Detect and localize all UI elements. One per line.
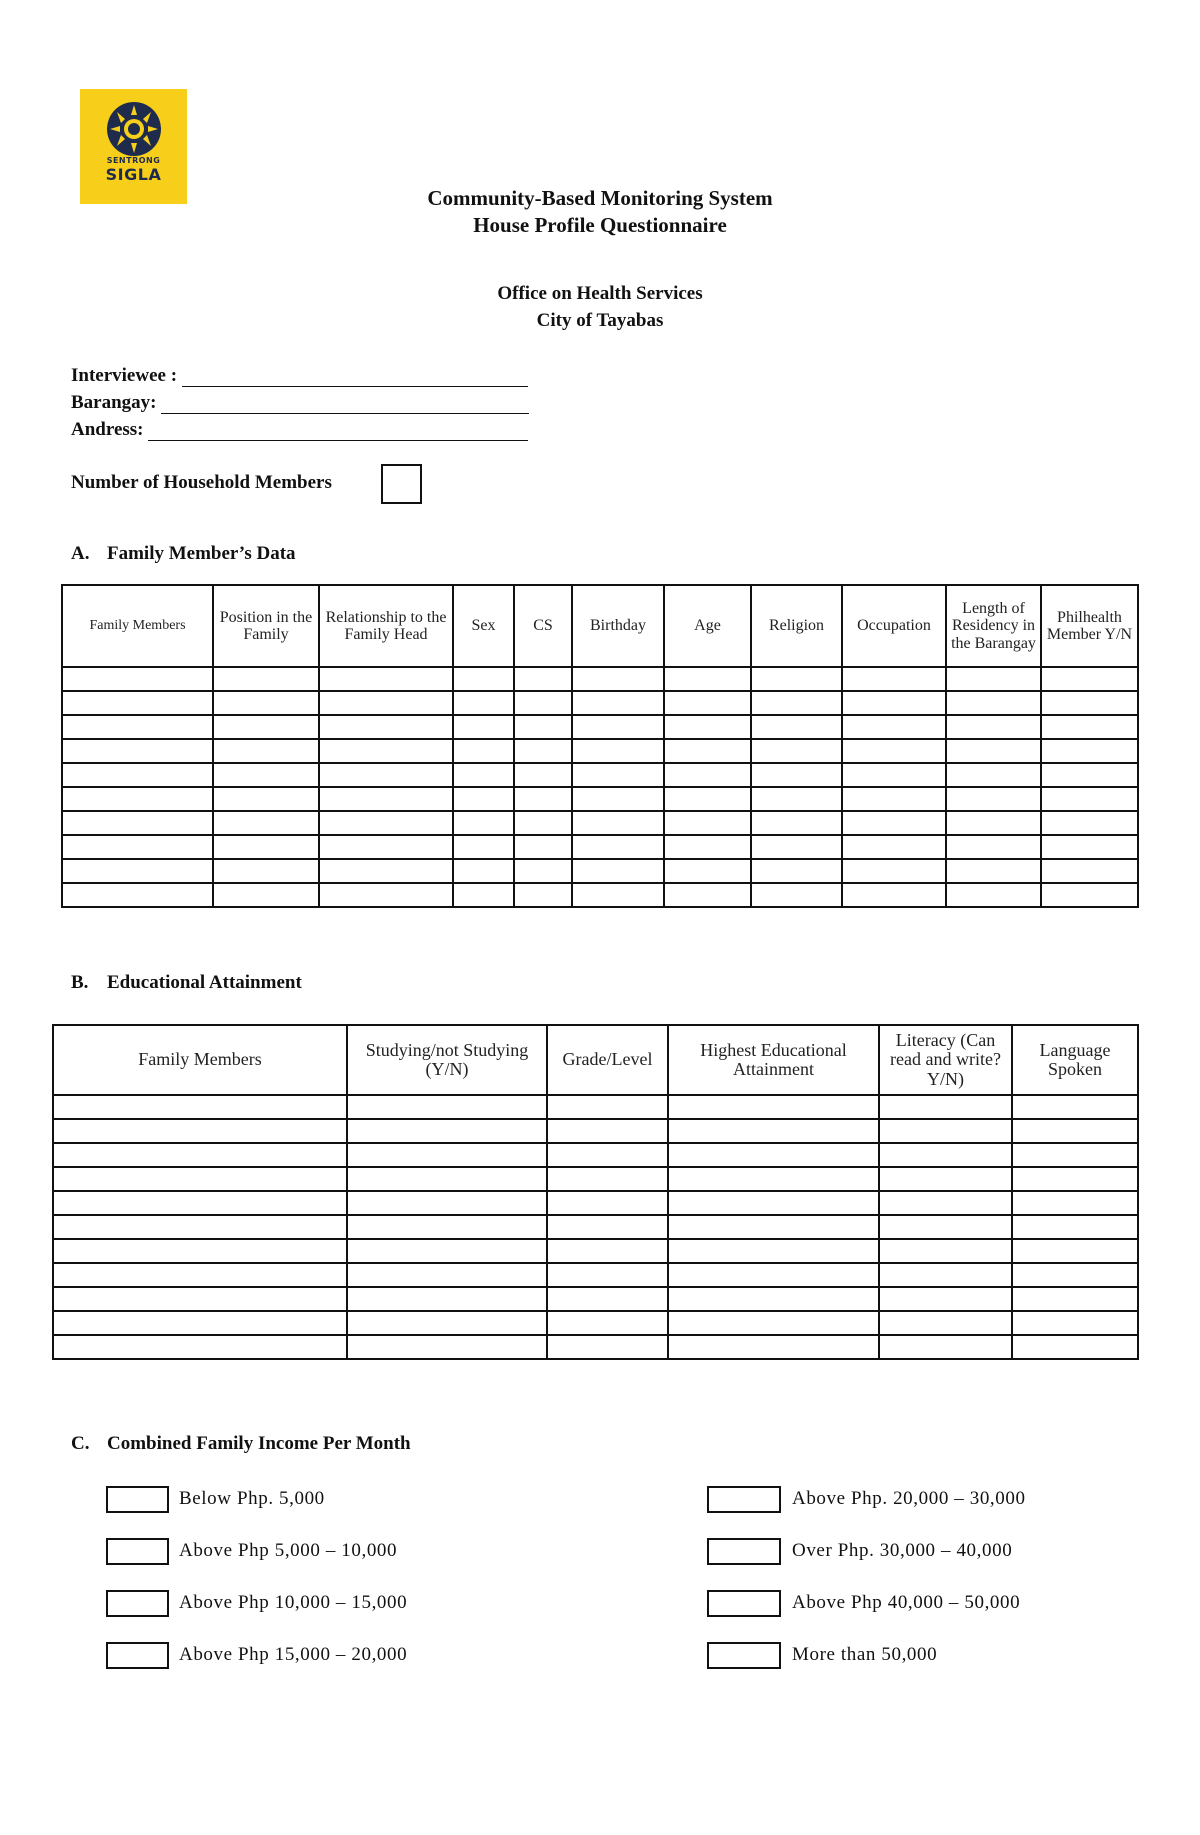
- table-cell[interactable]: [547, 1311, 668, 1335]
- table-cell[interactable]: [547, 1143, 668, 1167]
- income-option-label: More than 50,000: [792, 1644, 938, 1665]
- income-option-label: Above Php. 20,000 – 30,000: [792, 1488, 1026, 1509]
- income-option-label: Above Php 10,000 – 15,000: [179, 1592, 408, 1613]
- table-cell[interactable]: [664, 811, 751, 835]
- section-b-title: [71, 972, 302, 994]
- table-cell[interactable]: [62, 715, 213, 739]
- table-cell[interactable]: [514, 763, 572, 787]
- table-cell[interactable]: [453, 763, 514, 787]
- table-cell[interactable]: [664, 763, 751, 787]
- table-cell[interactable]: [62, 787, 213, 811]
- table-cell[interactable]: [842, 763, 946, 787]
- barangay-label: Barangay:: [71, 392, 157, 413]
- table-cell[interactable]: [514, 835, 572, 859]
- table-cell[interactable]: [53, 1119, 347, 1143]
- column-header-residency-length: Length of Residency in the Barangay: [946, 585, 1041, 667]
- table-cell[interactable]: [1041, 835, 1138, 859]
- table-row: [53, 1167, 1138, 1191]
- column-header-family-members: Family Members: [62, 585, 213, 667]
- table-cell[interactable]: [319, 859, 453, 883]
- table-cell[interactable]: [879, 1287, 1012, 1311]
- table-cell[interactable]: [842, 739, 946, 763]
- table-cell[interactable]: [1012, 1191, 1138, 1215]
- table-cell[interactable]: [547, 1263, 668, 1287]
- table-cell[interactable]: [213, 667, 319, 691]
- table-cell[interactable]: [453, 811, 514, 835]
- table-row: [62, 835, 1138, 859]
- table-row: [62, 787, 1138, 811]
- educational-attainment-table: [52, 1024, 1139, 1360]
- table-cell[interactable]: [62, 835, 213, 859]
- table-row: [62, 667, 1138, 691]
- table-cell[interactable]: [1012, 1119, 1138, 1143]
- table-cell[interactable]: [213, 691, 319, 715]
- table-cell[interactable]: [946, 715, 1041, 739]
- office-name: Office on Health Services: [497, 283, 703, 304]
- table-cell[interactable]: [62, 667, 213, 691]
- table-cell[interactable]: [668, 1143, 879, 1167]
- section-c-title: [71, 1433, 411, 1455]
- table-cell[interactable]: [453, 835, 514, 859]
- column-header-philhealth: Philhealth Member Y/N: [1041, 585, 1138, 667]
- table-cell[interactable]: [547, 1167, 668, 1191]
- table-cell[interactable]: [62, 763, 213, 787]
- form-title-line2: House Profile Questionnaire: [473, 213, 727, 237]
- interviewee-label: Interviewee :: [71, 365, 178, 386]
- table-cell[interactable]: [946, 835, 1041, 859]
- table-cell[interactable]: [453, 739, 514, 763]
- income-checkbox-20000-30000[interactable]: [707, 1486, 781, 1513]
- table-cell[interactable]: [514, 859, 572, 883]
- interviewee-field: [71, 365, 528, 387]
- table-cell[interactable]: [53, 1215, 347, 1239]
- city-name: City of Tayabas: [536, 310, 664, 331]
- table-cell[interactable]: [1041, 787, 1138, 811]
- table-cell[interactable]: [53, 1335, 347, 1359]
- column-header-religion: Religion: [751, 585, 842, 667]
- family-member-data-table: [61, 584, 1139, 908]
- table-cell[interactable]: [1041, 691, 1138, 715]
- table-cell[interactable]: [572, 811, 664, 835]
- table-cell[interactable]: [53, 1191, 347, 1215]
- table-cell[interactable]: [1012, 1287, 1138, 1311]
- household-members-box[interactable]: [381, 464, 422, 504]
- table-cell[interactable]: [879, 1143, 1012, 1167]
- table-a-body: [62, 667, 1138, 907]
- table-cell[interactable]: [453, 715, 514, 739]
- address-input-line[interactable]: [148, 422, 528, 441]
- table-cell[interactable]: [842, 859, 946, 883]
- section-a-title: [71, 543, 296, 565]
- address-field: [71, 419, 528, 441]
- table-cell[interactable]: [514, 691, 572, 715]
- table-cell[interactable]: [572, 763, 664, 787]
- barangay-field: [71, 392, 529, 414]
- logo-text-top: SENTRONG: [106, 156, 161, 165]
- table-cell[interactable]: [572, 739, 664, 763]
- table-cell[interactable]: [347, 1263, 547, 1287]
- table-cell[interactable]: [842, 787, 946, 811]
- table-row: [62, 883, 1138, 907]
- table-cell[interactable]: [946, 859, 1041, 883]
- table-cell[interactable]: [453, 667, 514, 691]
- table-cell[interactable]: [62, 883, 213, 907]
- table-cell[interactable]: [572, 691, 664, 715]
- table-cell[interactable]: [664, 787, 751, 811]
- income-option-label: Below Php. 5,000: [179, 1488, 325, 1509]
- table-row: [53, 1335, 1138, 1359]
- table-cell[interactable]: [453, 787, 514, 811]
- table-cell[interactable]: [668, 1239, 879, 1263]
- section-c-label: Combined Family Income Per Month: [107, 1433, 411, 1454]
- section-b-label: Educational Attainment: [107, 972, 302, 993]
- table-cell[interactable]: [547, 1287, 668, 1311]
- table-cell[interactable]: [572, 715, 664, 739]
- table-cell[interactable]: [1041, 739, 1138, 763]
- table-cell[interactable]: [572, 667, 664, 691]
- table-cell[interactable]: [1012, 1095, 1138, 1119]
- table-row: [53, 1095, 1138, 1119]
- table-row: [62, 691, 1138, 715]
- table-cell[interactable]: [319, 883, 453, 907]
- column-header-grade-level: Grade/Level: [547, 1025, 668, 1095]
- table-cell[interactable]: [1012, 1167, 1138, 1191]
- table-row: [62, 763, 1138, 787]
- sun-emblem-icon: [102, 99, 166, 159]
- table-cell[interactable]: [668, 1191, 879, 1215]
- table-cell[interactable]: [946, 763, 1041, 787]
- table-cell[interactable]: [53, 1263, 347, 1287]
- table-cell[interactable]: [213, 763, 319, 787]
- table-cell[interactable]: [842, 835, 946, 859]
- table-cell[interactable]: [53, 1143, 347, 1167]
- table-cell[interactable]: [514, 715, 572, 739]
- table-cell[interactable]: [1041, 859, 1138, 883]
- table-cell[interactable]: [751, 811, 842, 835]
- column-header-family-members: Family Members: [53, 1025, 347, 1095]
- table-cell[interactable]: [1041, 811, 1138, 835]
- table-cell[interactable]: [1012, 1311, 1138, 1335]
- table-cell[interactable]: [319, 667, 453, 691]
- table-cell[interactable]: [213, 883, 319, 907]
- table-cell[interactable]: [664, 835, 751, 859]
- table-cell[interactable]: [664, 883, 751, 907]
- table-cell[interactable]: [751, 763, 842, 787]
- table-cell[interactable]: [547, 1095, 668, 1119]
- income-checkbox-more-than-50000[interactable]: [707, 1642, 781, 1669]
- income-option-label: Above Php 40,000 – 50,000: [792, 1592, 1021, 1613]
- table-cell[interactable]: [514, 811, 572, 835]
- table-cell[interactable]: [62, 691, 213, 715]
- table-cell[interactable]: [879, 1263, 1012, 1287]
- table-cell[interactable]: [668, 1287, 879, 1311]
- table-cell[interactable]: [213, 859, 319, 883]
- income-option-label: Above Php 5,000 – 10,000: [179, 1540, 398, 1561]
- table-cell[interactable]: [879, 1239, 1012, 1263]
- table-cell[interactable]: [1041, 883, 1138, 907]
- income-option-label: Over Php. 30,000 – 40,000: [792, 1540, 1013, 1561]
- table-cell[interactable]: [347, 1335, 547, 1359]
- table-cell[interactable]: [664, 715, 751, 739]
- column-header-relationship: Relationship to the Family Head: [319, 585, 453, 667]
- table-cell[interactable]: [668, 1215, 879, 1239]
- table-cell[interactable]: [319, 715, 453, 739]
- income-checkbox-below-5000[interactable]: [106, 1486, 169, 1513]
- table-cell[interactable]: [664, 667, 751, 691]
- table-cell[interactable]: [946, 691, 1041, 715]
- form-title-line1: Community-Based Monitoring System: [427, 186, 773, 210]
- table-cell[interactable]: [347, 1167, 547, 1191]
- table-cell[interactable]: [668, 1311, 879, 1335]
- table-cell[interactable]: [842, 883, 946, 907]
- column-header-literacy: Literacy (Can read and write? Y/N): [879, 1025, 1012, 1095]
- table-cell[interactable]: [668, 1119, 879, 1143]
- table-cell[interactable]: [879, 1119, 1012, 1143]
- table-cell[interactable]: [53, 1095, 347, 1119]
- table-cell[interactable]: [347, 1191, 547, 1215]
- table-cell[interactable]: [1041, 763, 1138, 787]
- table-row: [62, 859, 1138, 883]
- table-row: [53, 1263, 1138, 1287]
- table-cell[interactable]: [319, 739, 453, 763]
- table-cell[interactable]: [213, 739, 319, 763]
- section-b-letter: B.: [71, 972, 89, 993]
- interviewee-input-line[interactable]: [182, 368, 528, 387]
- table-row: [62, 811, 1138, 835]
- income-checkbox-5000-10000[interactable]: [106, 1538, 169, 1565]
- table-cell[interactable]: [53, 1311, 347, 1335]
- table-cell[interactable]: [879, 1311, 1012, 1335]
- table-cell[interactable]: [879, 1191, 1012, 1215]
- table-cell[interactable]: [751, 715, 842, 739]
- table-cell[interactable]: [514, 787, 572, 811]
- table-cell[interactable]: [946, 883, 1041, 907]
- table-cell[interactable]: [879, 1215, 1012, 1239]
- income-option-label: Above Php 15,000 – 20,000: [179, 1644, 408, 1665]
- table-cell[interactable]: [319, 691, 453, 715]
- section-a-letter: A.: [71, 543, 90, 564]
- column-header-language: Language Spoken: [1012, 1025, 1138, 1095]
- column-header-age: Age: [664, 585, 751, 667]
- table-cell[interactable]: [213, 835, 319, 859]
- table-cell[interactable]: [751, 835, 842, 859]
- table-cell[interactable]: [62, 739, 213, 763]
- table-cell[interactable]: [547, 1335, 668, 1359]
- address-label: Andress:: [71, 419, 144, 440]
- barangay-input-line[interactable]: [161, 395, 529, 414]
- table-cell[interactable]: [842, 715, 946, 739]
- logo-text-main: SIGLA: [105, 165, 162, 184]
- section-a-label: Family Member’s Data: [107, 543, 296, 564]
- table-cell[interactable]: [572, 859, 664, 883]
- table-cell[interactable]: [53, 1167, 347, 1191]
- table-b-body: [53, 1095, 1138, 1359]
- table-cell[interactable]: [62, 859, 213, 883]
- table-cell[interactable]: [547, 1215, 668, 1239]
- table-cell[interactable]: [879, 1095, 1012, 1119]
- table-cell[interactable]: [347, 1239, 547, 1263]
- table-cell[interactable]: [668, 1263, 879, 1287]
- table-cell[interactable]: [664, 739, 751, 763]
- table-cell[interactable]: [62, 811, 213, 835]
- table-cell[interactable]: [213, 811, 319, 835]
- table-cell[interactable]: [453, 691, 514, 715]
- table-cell[interactable]: [668, 1167, 879, 1191]
- table-cell[interactable]: [1012, 1143, 1138, 1167]
- table-cell[interactable]: [547, 1119, 668, 1143]
- table-cell[interactable]: [1012, 1239, 1138, 1263]
- table-cell[interactable]: [347, 1143, 547, 1167]
- column-header-birthday: Birthday: [572, 585, 664, 667]
- table-row: [53, 1119, 1138, 1143]
- table-cell[interactable]: [751, 859, 842, 883]
- table-cell[interactable]: [1041, 667, 1138, 691]
- column-header-studying: Studying/not Studying (Y/N): [347, 1025, 547, 1095]
- table-cell[interactable]: [347, 1215, 547, 1239]
- table-cell[interactable]: [514, 667, 572, 691]
- table-row: [53, 1215, 1138, 1239]
- table-cell[interactable]: [347, 1095, 547, 1119]
- table-cell[interactable]: [842, 691, 946, 715]
- table-cell[interactable]: [347, 1119, 547, 1143]
- table-row: [53, 1287, 1138, 1311]
- table-cell[interactable]: [664, 691, 751, 715]
- income-checkbox-30000-40000[interactable]: [707, 1538, 781, 1565]
- table-cell[interactable]: [453, 859, 514, 883]
- column-header-cs: CS: [514, 585, 572, 667]
- table-row: [53, 1311, 1138, 1335]
- table-cell[interactable]: [319, 787, 453, 811]
- table-cell[interactable]: [347, 1287, 547, 1311]
- table-cell[interactable]: [347, 1311, 547, 1335]
- section-c-letter: C.: [71, 1433, 90, 1454]
- table-row: [62, 715, 1138, 739]
- table-cell[interactable]: [751, 691, 842, 715]
- table-cell[interactable]: [842, 667, 946, 691]
- table-cell[interactable]: [1012, 1263, 1138, 1287]
- table-cell[interactable]: [946, 811, 1041, 835]
- table-cell[interactable]: [53, 1287, 347, 1311]
- table-cell[interactable]: [668, 1095, 879, 1119]
- table-cell[interactable]: [213, 715, 319, 739]
- table-cell[interactable]: [572, 883, 664, 907]
- table-cell[interactable]: [751, 739, 842, 763]
- table-cell[interactable]: [453, 883, 514, 907]
- income-checkbox-10000-15000[interactable]: [106, 1590, 169, 1617]
- table-cell[interactable]: [53, 1239, 347, 1263]
- table-cell[interactable]: [547, 1191, 668, 1215]
- table-cell[interactable]: [319, 763, 453, 787]
- column-header-position: Position in the Family: [213, 585, 319, 667]
- table-row: [53, 1239, 1138, 1263]
- table-cell[interactable]: [751, 667, 842, 691]
- household-members-label: Number of Household Members: [71, 472, 332, 493]
- column-header-occupation: Occupation: [842, 585, 946, 667]
- table-row: [53, 1143, 1138, 1167]
- table-cell[interactable]: [1012, 1215, 1138, 1239]
- table-row: [53, 1191, 1138, 1215]
- table-cell[interactable]: [213, 787, 319, 811]
- table-cell[interactable]: [319, 835, 453, 859]
- column-header-sex: Sex: [453, 585, 514, 667]
- table-cell[interactable]: [547, 1239, 668, 1263]
- income-checkbox-15000-20000[interactable]: [106, 1642, 169, 1669]
- table-cell[interactable]: [572, 835, 664, 859]
- table-cell[interactable]: [946, 667, 1041, 691]
- table-cell[interactable]: [751, 883, 842, 907]
- table-row: [62, 739, 1138, 763]
- table-cell[interactable]: [946, 787, 1041, 811]
- table-cell[interactable]: [572, 787, 664, 811]
- table-cell[interactable]: [664, 859, 751, 883]
- income-checkbox-40000-50000[interactable]: [707, 1590, 781, 1617]
- table-cell[interactable]: [879, 1167, 1012, 1191]
- table-cell[interactable]: [1012, 1335, 1138, 1359]
- table-cell[interactable]: [514, 883, 572, 907]
- column-header-highest-attainment: Highest Educational Attainment: [668, 1025, 879, 1095]
- table-b-header-row: [53, 1025, 1138, 1095]
- table-cell[interactable]: [946, 739, 1041, 763]
- table-cell[interactable]: [668, 1335, 879, 1359]
- table-cell[interactable]: [842, 811, 946, 835]
- table-cell[interactable]: [514, 739, 572, 763]
- table-cell[interactable]: [319, 811, 453, 835]
- table-a-header-row: [62, 585, 1138, 667]
- table-cell[interactable]: [1041, 715, 1138, 739]
- table-cell[interactable]: [879, 1335, 1012, 1359]
- table-cell[interactable]: [751, 787, 842, 811]
